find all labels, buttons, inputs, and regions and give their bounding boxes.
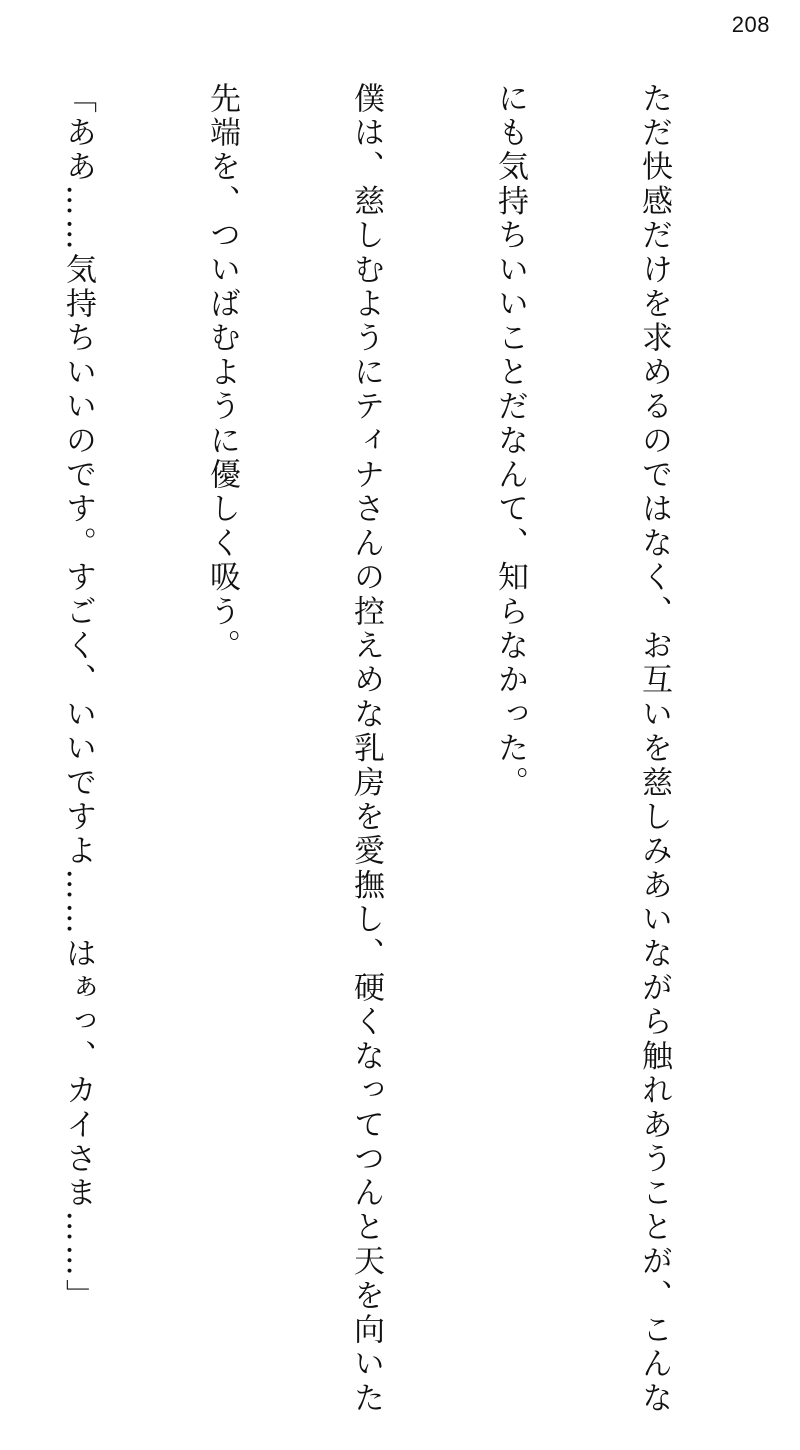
text-line: 先端を、ついばむように優しく吸う。 xyxy=(204,82,240,664)
text-line: ただ快感だけを求めるのではなく、お互いを慈しみあいながら触れあうことが、こんな xyxy=(636,82,672,1416)
text-line: にも気持ちいいことだなんて、知らなかった。 xyxy=(492,82,528,801)
page-number: 208 xyxy=(731,12,770,37)
novel-text-body xyxy=(0,82,774,1416)
text-line: 僕は、慈しむようにティナさんの控えめな乳房を愛撫し、硬くなってつんと天を向いた xyxy=(348,82,384,1416)
text-line: 「ああ……気持ちいいのです。すごく、いいですよ……はぁっ、カイさま……」 xyxy=(60,82,96,1314)
